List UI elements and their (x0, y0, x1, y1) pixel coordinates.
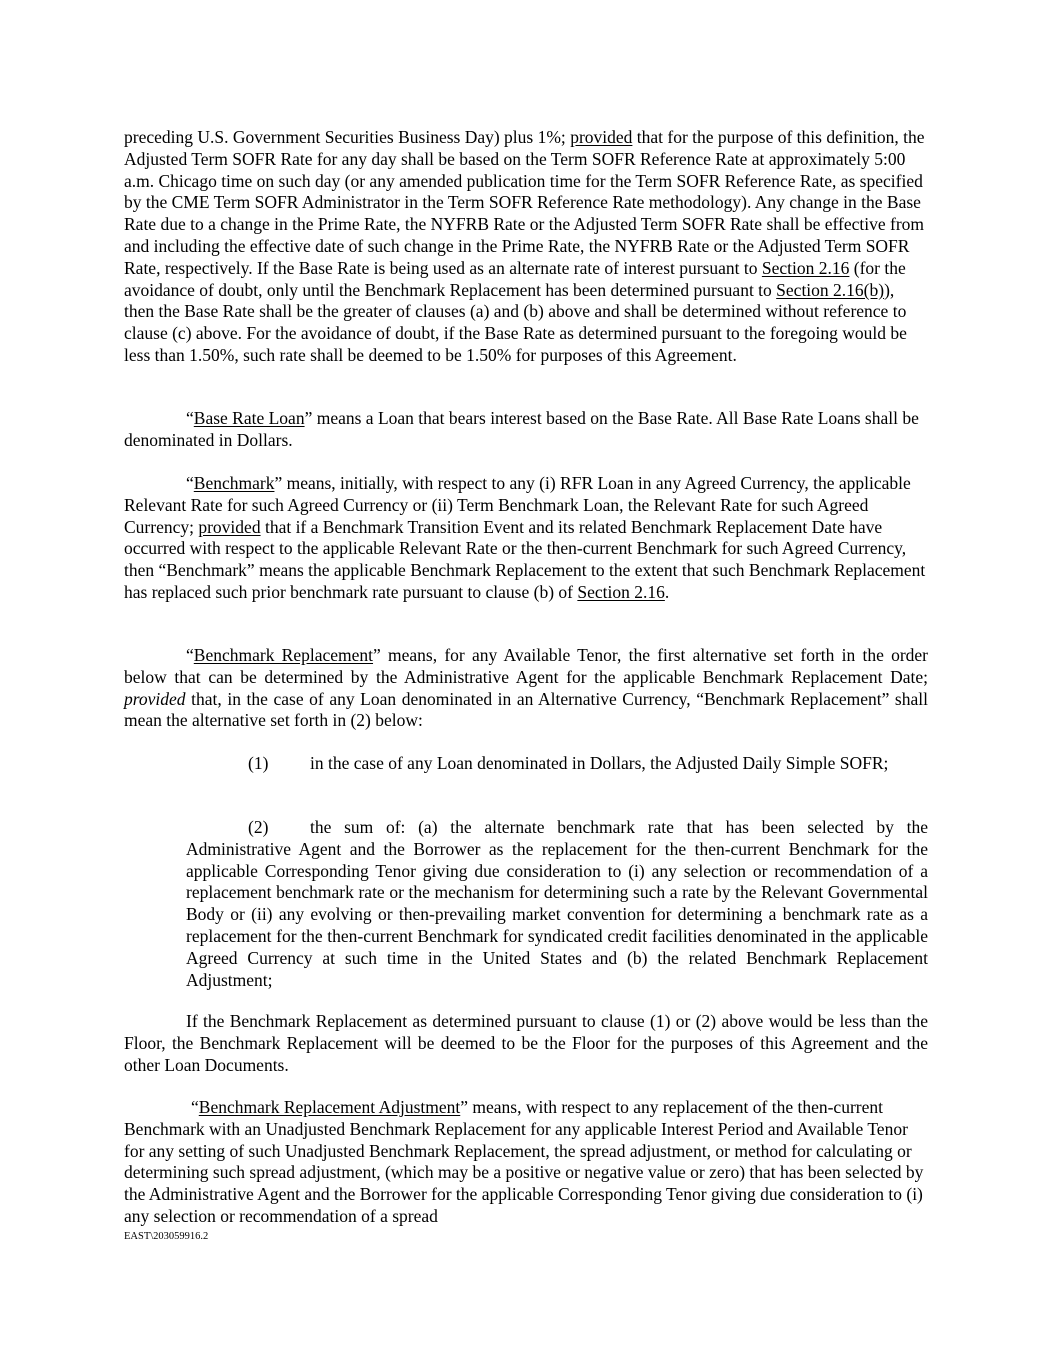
clause-2-text: the sum of: (a) the alternate benchmark rate that has been selected by the Administrative Agent and the Borrower as the replacement for the then-current Benchmark for the applicable Corresponding Tenor giving due consideration to (i) any selection or recommendation of a replacement benchmark rate or the mechanism for determining such a rate by the Relevant Governmental Body or (ii) any evolving or then-prevailing market convention for determining a benchmark rate as a replacement for the then-current Benchmark for syndicated credit facilities denominated in the applicable Agreed Currency at such time in the United States and (b) the related Benchmark Replacement Adjustment; (186, 817, 928, 990)
benchmark-replacement-adjustment-definition: “Benchmark Replacement Adjustment” means, with respect to any replacement of the then-current Benchmark with an Unadjusted Benchmark Replacement for any applicable Interest Period and Available Tenor for any setting of such Unadjusted Benchmark Replacement, the spread adjustment, or method for calculating or determining such spread adjustment, (which may be a positive or negative value or zero) that has been selected by the Administrative Agent and the Borrower for the applicable Corresponding Tenor giving due consideration to (i) any selection or recommendation of a spread (124, 1097, 924, 1226)
clause-1-text: in the case of any Loan denominated in Dollars, the Adjusted Daily Simple SOFR; (310, 753, 889, 773)
defined-term-benchmark: Benchmark (193, 473, 275, 493)
benchmark-replacement-definition: “Benchmark Replacement” means, for any Available Tenor, the first alternative set forth in the order below that can be determined by the Administrative Agent for the applicable Benchmark Replacement Date; provided that, in the case of any Loan denominated in an Alternative Currency, “Benchmark Replacement” shall mean the alternative set forth in (2) below: (124, 645, 928, 731)
section-2-16-reference: Section 2.16 (761, 257, 850, 278)
section-2-16-reference: Section 2.16 (577, 581, 665, 602)
base-rate-definition-continuation: preceding U.S. Government Securities Business Day) plus 1%; provided that for the purpose of this definition, the Adjusted Term SOFR Rate for any day shall be based on the Term SOFR Reference Rate at approximately 5:00 a.m. Chicago time on such day (or any amended publication time for the Term SOFR Reference Rate, as specified by the CME Term SOFR Administrator in the Term SOFR Reference Rate methodology). Any change in the Base Rate due to a change in the Prime Rate, the NYFRB Rate or the Adjusted Term SOFR Rate shall be effective from and including the effective date of such change in the Prime Rate, the NYFRB Rate or the Adjusted Term SOFR Rate, respectively. If the Base Rate is being used as an alternate rate of interest pursuant to Section 2.16 (for the avoidance of doubt, only until the Benchmark Replacement has been determined pursuant to Section 2.16(b)), then the Base Rate shall be the greater of clauses (a) and (b) above and shall be determined without reference to clause (c) above. For the avoidance of doubt, if the Base Rate as determined pursuant to the foregoing would be less than 1.50%, such rate shall be deemed to be 1.50% for purposes of this Agreement. (124, 127, 925, 365)
base-rate-loan-definition: “Base Rate Loan” means a Loan that bears interest based on the Base Rate. All Base Rate Loans shall be denominated in Dollars. (124, 408, 919, 450)
clause-2 (186, 817, 928, 991)
defined-term-benchmark-replacement: Benchmark Replacement (193, 645, 374, 665)
clause-2-number: (2) (248, 817, 269, 837)
floor-paragraph: If the Benchmark Replacement as determined pursuant to clause (1) or (2) above would be less than the Floor, the Benchmark Replacement will be deemed to be the Floor for the purposes of this Agreement and the other Loan Documents. (124, 1011, 928, 1075)
clause-1 (186, 753, 928, 775)
clause-1-number: (1) (248, 753, 269, 773)
provided-term: provided (198, 516, 261, 537)
section-2-16b-reference: Section 2.16(b) (776, 279, 885, 300)
provided-term-italic: provided (124, 688, 186, 709)
provided-term: provided (570, 127, 633, 147)
benchmark-definition: “Benchmark” means, initially, with respect to any (i) RFR Loan in any Agreed Currency, the applicable Relevant Rate for such Agreed Currency or (ii) Term Benchmark Loan, the Relevant Rate for such Agreed Currency; provided that if a Benchmark Transition Event and its related Benchmark Replacement Date have occurred with respect to the applicable Relevant Rate or the then-current Benchmark for such Agreed Currency, then “Benchmark” means the applicable Benchmark Replacement to the extent that such Benchmark Replacement has replaced such prior benchmark rate pursuant to clause (b) of Section 2.16. (124, 473, 926, 602)
document-id-footer: EAST\203059916.2 (124, 1231, 209, 1242)
defined-term-benchmark-replacement-adjustment: Benchmark Replacement Adjustment (198, 1097, 461, 1117)
defined-term-base-rate-loan: Base Rate Loan (193, 408, 305, 428)
